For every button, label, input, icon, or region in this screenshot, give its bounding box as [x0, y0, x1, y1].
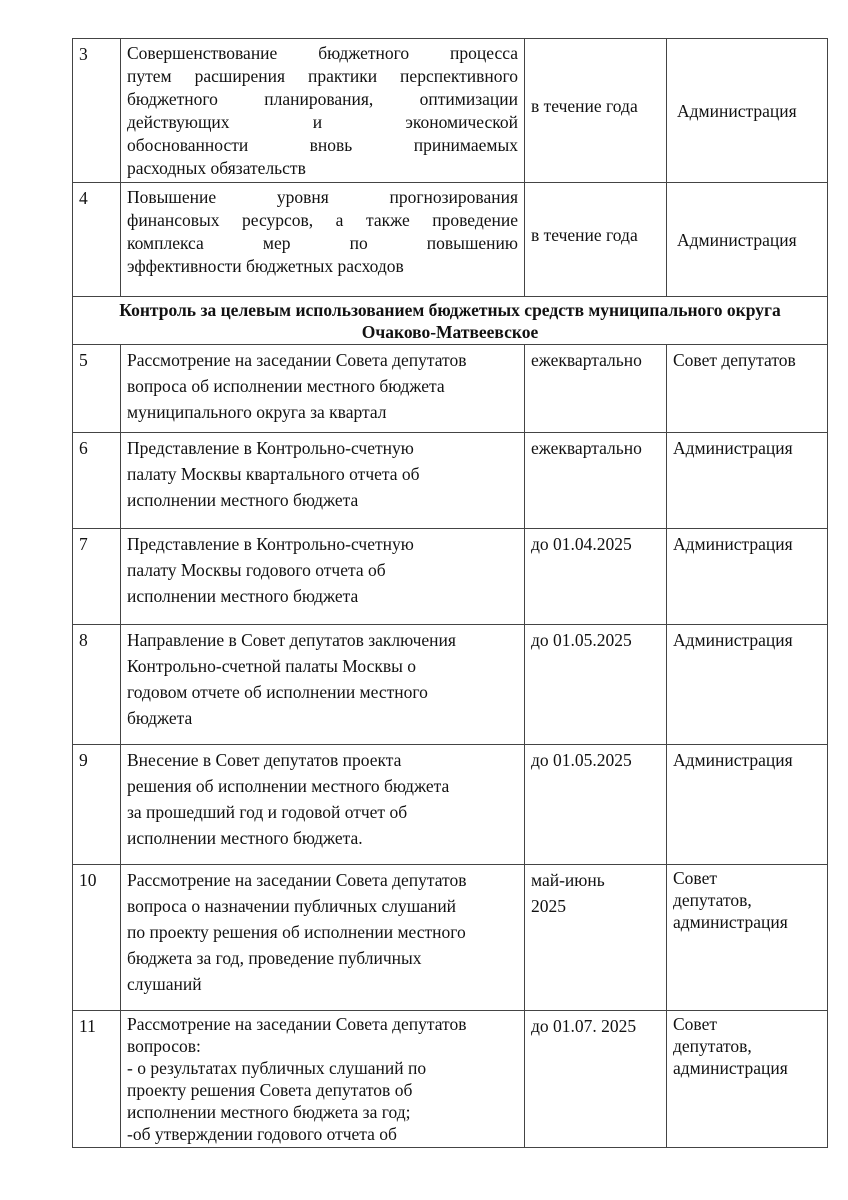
row-term: до 01.07. 2025 — [525, 1011, 667, 1148]
table-row — [73, 865, 828, 1011]
row-description: Внесение в Совет депутатов проекта решения об исполнении местного бюджета за прошедший год и годовой отчет об исполнении местного бюджета. — [121, 745, 525, 865]
table-row — [73, 39, 828, 183]
row-number: 10 — [73, 865, 121, 1011]
table-row — [73, 345, 828, 433]
row-term: ежеквартально — [525, 433, 667, 529]
row-description: Представление в Контрольно-счетную палату Москвы квартального отчета об исполнении местного бюджета — [121, 433, 525, 529]
row-responsible: Совет депутатов, администрация — [667, 865, 828, 1011]
table-row — [73, 529, 828, 625]
row-responsible: Администрация — [667, 745, 828, 865]
row-number: 8 — [73, 625, 121, 745]
row-description: Рассмотрение на заседании Совета депутатов вопроса о назначении публичных слушаний по проекту решения об исполнении местного бюджета за год, проведение публичных слушаний — [121, 865, 525, 1011]
row-term: до 01.05.2025 — [525, 625, 667, 745]
row-description: Повышение уровня прогнозирования финансовых ресурсов, а также проведение комплекса мер по повышению эффективности бюджетных расходов — [121, 183, 525, 297]
row-term: до 01.05.2025 — [525, 745, 667, 865]
plan-table — [72, 38, 828, 1148]
row-number: 6 — [73, 433, 121, 529]
table-row — [73, 183, 828, 297]
row-responsible: Администрация — [667, 183, 828, 297]
row-responsible: Администрация — [667, 529, 828, 625]
section-row — [73, 297, 828, 345]
row-description: Рассмотрение на заседании Совета депутатов вопроса об исполнении местного бюджета муниципального округа за квартал — [121, 345, 525, 433]
row-number: 9 — [73, 745, 121, 865]
row-term: в течение года — [525, 183, 667, 297]
row-number: 3 — [73, 39, 121, 183]
row-number: 4 — [73, 183, 121, 297]
row-number: 11 — [73, 1011, 121, 1148]
row-term: до 01.04.2025 — [525, 529, 667, 625]
row-number: 5 — [73, 345, 121, 433]
row-description: Представление в Контрольно-счетную палату Москвы годового отчета об исполнении местного бюджета — [121, 529, 525, 625]
table-row — [73, 745, 828, 865]
table-row — [73, 1011, 828, 1148]
row-description: Совершенствование бюджетного процесса путем расширения практики перспективного бюджетного планирования, оптимизации действующих и экономической обоснованности вновь принимаемых расходных обязательств — [121, 39, 525, 183]
row-responsible: Администрация — [667, 433, 828, 529]
row-responsible: Совет депутатов — [667, 345, 828, 433]
row-term: май-июнь 2025 — [525, 865, 667, 1011]
row-responsible: Администрация — [667, 39, 828, 183]
table-row — [73, 433, 828, 529]
row-responsible: Совет депутатов, администрация — [667, 1011, 828, 1148]
row-responsible: Администрация — [667, 625, 828, 745]
row-term: ежеквартально — [525, 345, 667, 433]
table-row — [73, 625, 828, 745]
row-number: 7 — [73, 529, 121, 625]
section-title: Контроль за целевым использованием бюджетных средств муниципального округа Очаково-Матвеевское — [73, 297, 828, 345]
row-description: Рассмотрение на заседании Совета депутатов вопросов: - о результатах публичных слушаний по проекту решения Совета депутатов об исполнении местного бюджета за год; -об утверждении годового отчета об — [121, 1011, 525, 1148]
row-description: Направление в Совет депутатов заключения Контрольно-счетной палаты Москвы о годовом отчете об исполнении местного бюджета — [121, 625, 525, 745]
row-term: в течение года — [525, 39, 667, 183]
